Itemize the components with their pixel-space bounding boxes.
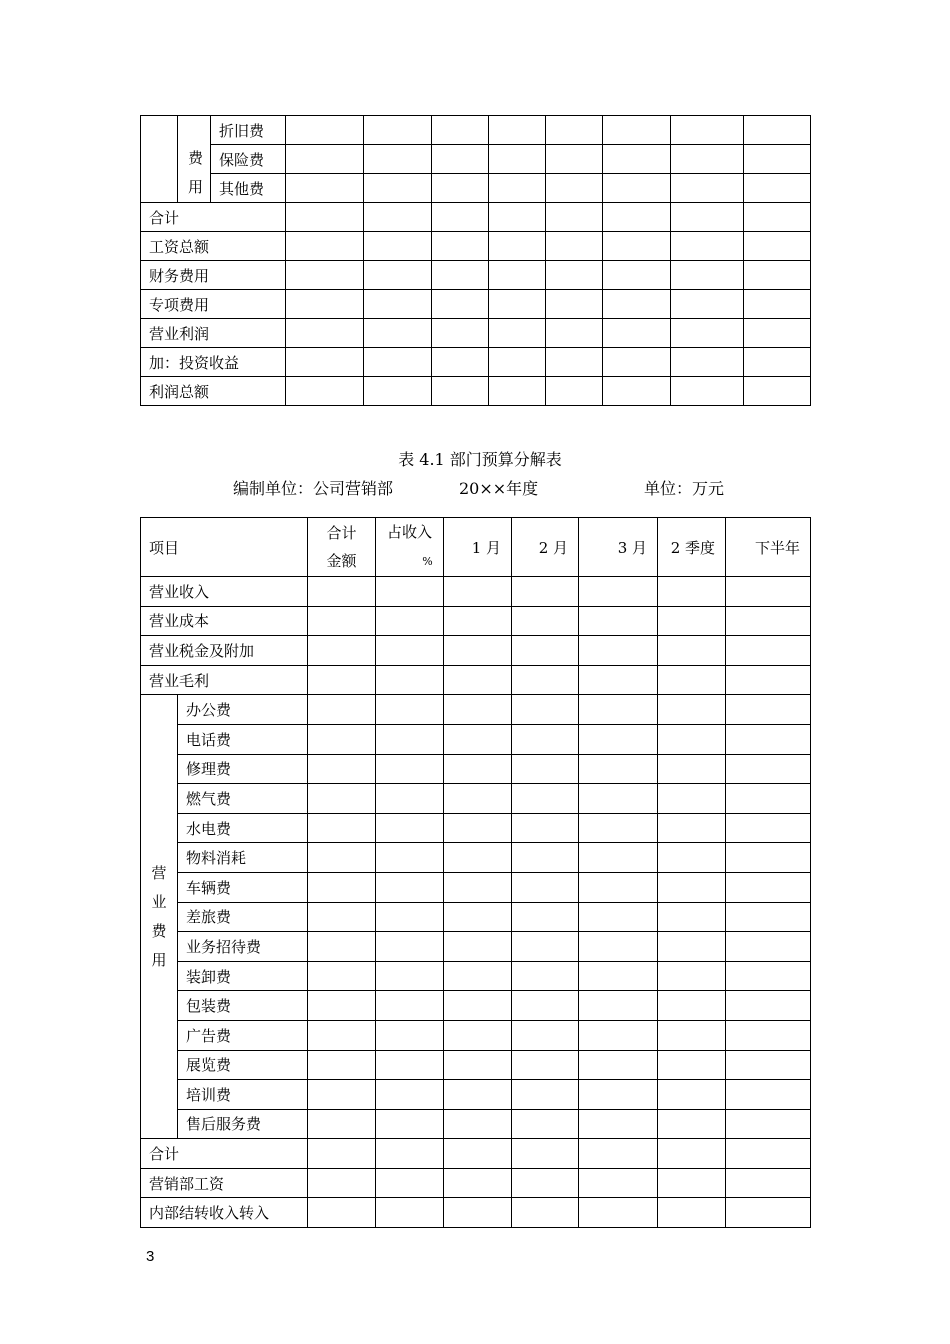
value-cell	[444, 606, 512, 636]
table-row	[141, 961, 811, 991]
value-cell	[376, 606, 444, 636]
value-cell	[444, 577, 512, 607]
value-cell	[658, 813, 726, 843]
value-cell	[658, 577, 726, 607]
value-cell	[658, 902, 726, 932]
expense-label: 修理费	[178, 754, 308, 784]
row-label: 营业成本	[141, 606, 308, 636]
value-cell	[444, 1168, 512, 1198]
value-cell	[658, 991, 726, 1021]
table-row	[141, 290, 811, 319]
value-cell	[512, 724, 579, 754]
value-cell	[444, 961, 512, 991]
value-cell	[308, 606, 376, 636]
expense-label: 差旅费	[178, 902, 308, 932]
value-cell	[376, 872, 444, 902]
value-cell	[376, 813, 444, 843]
header-row	[141, 518, 811, 577]
expense-label: 水电费	[178, 813, 308, 843]
value-cell	[444, 1020, 512, 1050]
value-cell	[512, 754, 579, 784]
row-label: 内部结转收入转入	[141, 1198, 308, 1228]
value-cell	[308, 813, 376, 843]
row-label: 其他费	[211, 174, 286, 203]
value-cell	[726, 695, 811, 725]
value-cell	[512, 872, 579, 902]
value-cell	[512, 1168, 579, 1198]
value-cell	[512, 577, 579, 607]
value-cell	[308, 872, 376, 902]
value-cell	[308, 754, 376, 784]
expense-label: 培训费	[178, 1080, 308, 1110]
row-label: 合计	[141, 1139, 308, 1169]
value-cell	[512, 961, 579, 991]
value-cell	[308, 665, 376, 695]
table-row	[141, 116, 811, 145]
value-cell	[512, 1109, 579, 1139]
value-cell	[376, 1080, 444, 1110]
value-cell	[512, 1050, 579, 1080]
value-cell	[308, 1168, 376, 1198]
header-month-1: 1 月	[444, 518, 512, 577]
value-cell	[579, 1139, 658, 1169]
row-label: 利润总额	[141, 377, 286, 406]
value-cell	[308, 577, 376, 607]
header-total: 合计 金额	[308, 518, 376, 577]
value-cell	[726, 1020, 811, 1050]
row-label: 营业税金及附加	[141, 636, 308, 666]
value-cell	[376, 1050, 444, 1080]
value-cell	[726, 1198, 811, 1228]
value-cell	[376, 1168, 444, 1198]
value-cell	[579, 606, 658, 636]
value-cell	[308, 636, 376, 666]
table-row	[141, 1198, 811, 1228]
value-cell	[308, 1050, 376, 1080]
table-row	[141, 261, 811, 290]
value-cell	[658, 961, 726, 991]
value-cell	[444, 872, 512, 902]
table-row	[141, 902, 811, 932]
expense-label: 物料消耗	[178, 843, 308, 873]
budget-year: 20××年度	[459, 479, 539, 498]
value-cell	[512, 784, 579, 814]
value-cell	[512, 636, 579, 666]
value-cell	[658, 665, 726, 695]
value-cell	[444, 1050, 512, 1080]
value-cell	[726, 872, 811, 902]
expense-label: 办公费	[178, 695, 308, 725]
value-cell	[444, 636, 512, 666]
expense-label: 装卸费	[178, 961, 308, 991]
value-cell	[512, 843, 579, 873]
value-cell	[376, 991, 444, 1021]
table-row	[141, 991, 811, 1021]
value-cell	[658, 754, 726, 784]
value-cell	[376, 724, 444, 754]
page-number: 3	[146, 1248, 155, 1265]
table-row	[141, 1168, 811, 1198]
row-label: 营销部工资	[141, 1168, 308, 1198]
table-row	[141, 174, 811, 203]
row-label: 专项费用	[141, 290, 286, 319]
value-cell	[376, 1020, 444, 1050]
value-cell	[726, 784, 811, 814]
value-cell	[579, 754, 658, 784]
table-row	[141, 577, 811, 607]
value-cell	[658, 784, 726, 814]
value-cell	[726, 724, 811, 754]
value-cell	[444, 1109, 512, 1139]
table-row	[141, 872, 811, 902]
value-cell	[658, 872, 726, 902]
expense-continuation-table	[140, 115, 811, 406]
value-cell	[579, 843, 658, 873]
table-row	[141, 1139, 811, 1169]
value-cell	[658, 1050, 726, 1080]
value-cell	[579, 932, 658, 962]
value-cell	[444, 724, 512, 754]
value-cell	[658, 843, 726, 873]
value-cell	[726, 991, 811, 1021]
value-cell	[726, 961, 811, 991]
value-cell	[308, 932, 376, 962]
value-cell	[512, 1139, 579, 1169]
value-cell	[726, 1050, 811, 1080]
value-cell	[308, 1198, 376, 1228]
value-cell	[726, 1168, 811, 1198]
row-label: 营业毛利	[141, 665, 308, 695]
expense-label: 售后服务费	[178, 1109, 308, 1139]
header-month-3: 3 月	[579, 518, 658, 577]
value-cell	[658, 1139, 726, 1169]
table-row	[141, 665, 811, 695]
value-cell	[444, 695, 512, 725]
value-cell	[579, 784, 658, 814]
value-cell	[579, 577, 658, 607]
value-cell	[512, 932, 579, 962]
operating-expense-group-label: 营 业 费 用	[141, 695, 178, 1139]
value-cell	[376, 843, 444, 873]
value-cell	[376, 1109, 444, 1139]
header-month-2: 2 月	[512, 518, 579, 577]
expense-label: 燃气费	[178, 784, 308, 814]
value-cell	[579, 1020, 658, 1050]
value-cell	[579, 1080, 658, 1110]
value-cell	[308, 1139, 376, 1169]
table-title: 表 4.1 部门预算分解表	[398, 450, 562, 469]
expense-group-label: 费 用	[178, 116, 211, 203]
header-share: 占收入 %	[376, 518, 444, 577]
value-cell	[308, 902, 376, 932]
value-cell	[579, 665, 658, 695]
unit-owner: 编制单位：公司营销部	[233, 479, 394, 498]
table-row	[141, 724, 811, 754]
table-row	[141, 203, 811, 232]
value-cell	[444, 784, 512, 814]
row-label: 折旧费	[211, 116, 286, 145]
table-row	[141, 145, 811, 174]
currency-unit: 单位：万元	[644, 479, 725, 498]
value-cell	[579, 1050, 658, 1080]
value-cell	[579, 1109, 658, 1139]
value-cell	[376, 577, 444, 607]
table-row	[141, 1080, 811, 1110]
value-cell	[658, 1109, 726, 1139]
value-cell	[376, 1198, 444, 1228]
value-cell	[579, 961, 658, 991]
expense-label: 展览费	[178, 1050, 308, 1080]
value-cell	[726, 1080, 811, 1110]
value-cell	[376, 784, 444, 814]
value-cell	[658, 636, 726, 666]
value-cell	[444, 1139, 512, 1169]
value-cell	[376, 932, 444, 962]
value-cell	[308, 1080, 376, 1110]
table-row	[141, 813, 811, 843]
value-cell	[308, 724, 376, 754]
value-cell	[308, 695, 376, 725]
value-cell	[376, 1139, 444, 1169]
row-label: 财务费用	[141, 261, 286, 290]
value-cell	[376, 636, 444, 666]
value-cell	[308, 784, 376, 814]
value-cell	[726, 754, 811, 784]
table-row	[141, 319, 811, 348]
value-cell	[579, 695, 658, 725]
value-cell	[308, 991, 376, 1021]
table-row	[141, 232, 811, 261]
value-cell	[658, 1198, 726, 1228]
header-quarter-2: 2 季度	[658, 518, 726, 577]
value-cell	[658, 1080, 726, 1110]
value-cell	[512, 665, 579, 695]
value-cell	[444, 1198, 512, 1228]
table-row	[141, 1020, 811, 1050]
table-row	[141, 754, 811, 784]
header-second-half: 下半年	[726, 518, 811, 577]
expense-label: 电话费	[178, 724, 308, 754]
value-cell	[444, 1080, 512, 1110]
expense-label: 广告费	[178, 1020, 308, 1050]
value-cell	[726, 813, 811, 843]
value-cell	[308, 843, 376, 873]
value-cell	[726, 636, 811, 666]
table-row	[141, 377, 811, 406]
table-row	[141, 784, 811, 814]
value-cell	[444, 754, 512, 784]
table-row	[141, 348, 811, 377]
value-cell	[726, 902, 811, 932]
value-cell	[726, 606, 811, 636]
value-cell	[512, 1198, 579, 1228]
value-cell	[376, 902, 444, 932]
expense-label: 业务招待费	[178, 932, 308, 962]
value-cell	[376, 695, 444, 725]
value-cell	[726, 577, 811, 607]
expense-label: 包装费	[178, 991, 308, 1021]
blank-group-cell	[141, 116, 178, 203]
value-cell	[726, 1109, 811, 1139]
value-cell	[726, 1139, 811, 1169]
row-label: 加：投资收益	[141, 348, 286, 377]
value-cell	[726, 665, 811, 695]
value-cell	[579, 813, 658, 843]
row-label: 合计	[141, 203, 286, 232]
value-cell	[308, 961, 376, 991]
value-cell	[444, 813, 512, 843]
value-cell	[512, 606, 579, 636]
value-cell	[376, 961, 444, 991]
value-cell	[376, 665, 444, 695]
value-cell	[376, 754, 444, 784]
value-cell	[512, 902, 579, 932]
row-label: 保险费	[211, 145, 286, 174]
row-label: 工资总额	[141, 232, 286, 261]
table-row	[141, 843, 811, 873]
value-cell	[512, 991, 579, 1021]
value-cell	[658, 1020, 726, 1050]
value-cell	[579, 872, 658, 902]
table-row	[141, 1050, 811, 1080]
value-cell	[308, 1020, 376, 1050]
value-cell	[579, 1198, 658, 1228]
row-label: 营业利润	[141, 319, 286, 348]
table-row	[141, 606, 811, 636]
table-row	[141, 1109, 811, 1139]
value-cell	[308, 1109, 376, 1139]
value-cell	[444, 991, 512, 1021]
value-cell	[512, 1020, 579, 1050]
value-cell	[579, 1168, 658, 1198]
table-row	[141, 636, 811, 666]
header-item: 项目	[141, 518, 308, 577]
value-cell	[579, 724, 658, 754]
value-cell	[579, 902, 658, 932]
expense-label: 车辆费	[178, 872, 308, 902]
value-cell	[658, 1168, 726, 1198]
value-cell	[512, 1080, 579, 1110]
value-cell	[444, 902, 512, 932]
value-cell	[726, 843, 811, 873]
value-cell	[579, 636, 658, 666]
budget-breakdown-table	[140, 517, 811, 1228]
table-row	[141, 695, 811, 725]
value-cell	[444, 665, 512, 695]
table-row	[141, 932, 811, 962]
row-label: 营业收入	[141, 577, 308, 607]
value-cell	[444, 843, 512, 873]
value-cell	[444, 932, 512, 962]
value-cell	[658, 606, 726, 636]
value-cell	[579, 991, 658, 1021]
value-cell	[658, 724, 726, 754]
value-cell	[658, 932, 726, 962]
value-cell	[658, 695, 726, 725]
value-cell	[512, 813, 579, 843]
value-cell	[726, 932, 811, 962]
value-cell	[512, 695, 579, 725]
